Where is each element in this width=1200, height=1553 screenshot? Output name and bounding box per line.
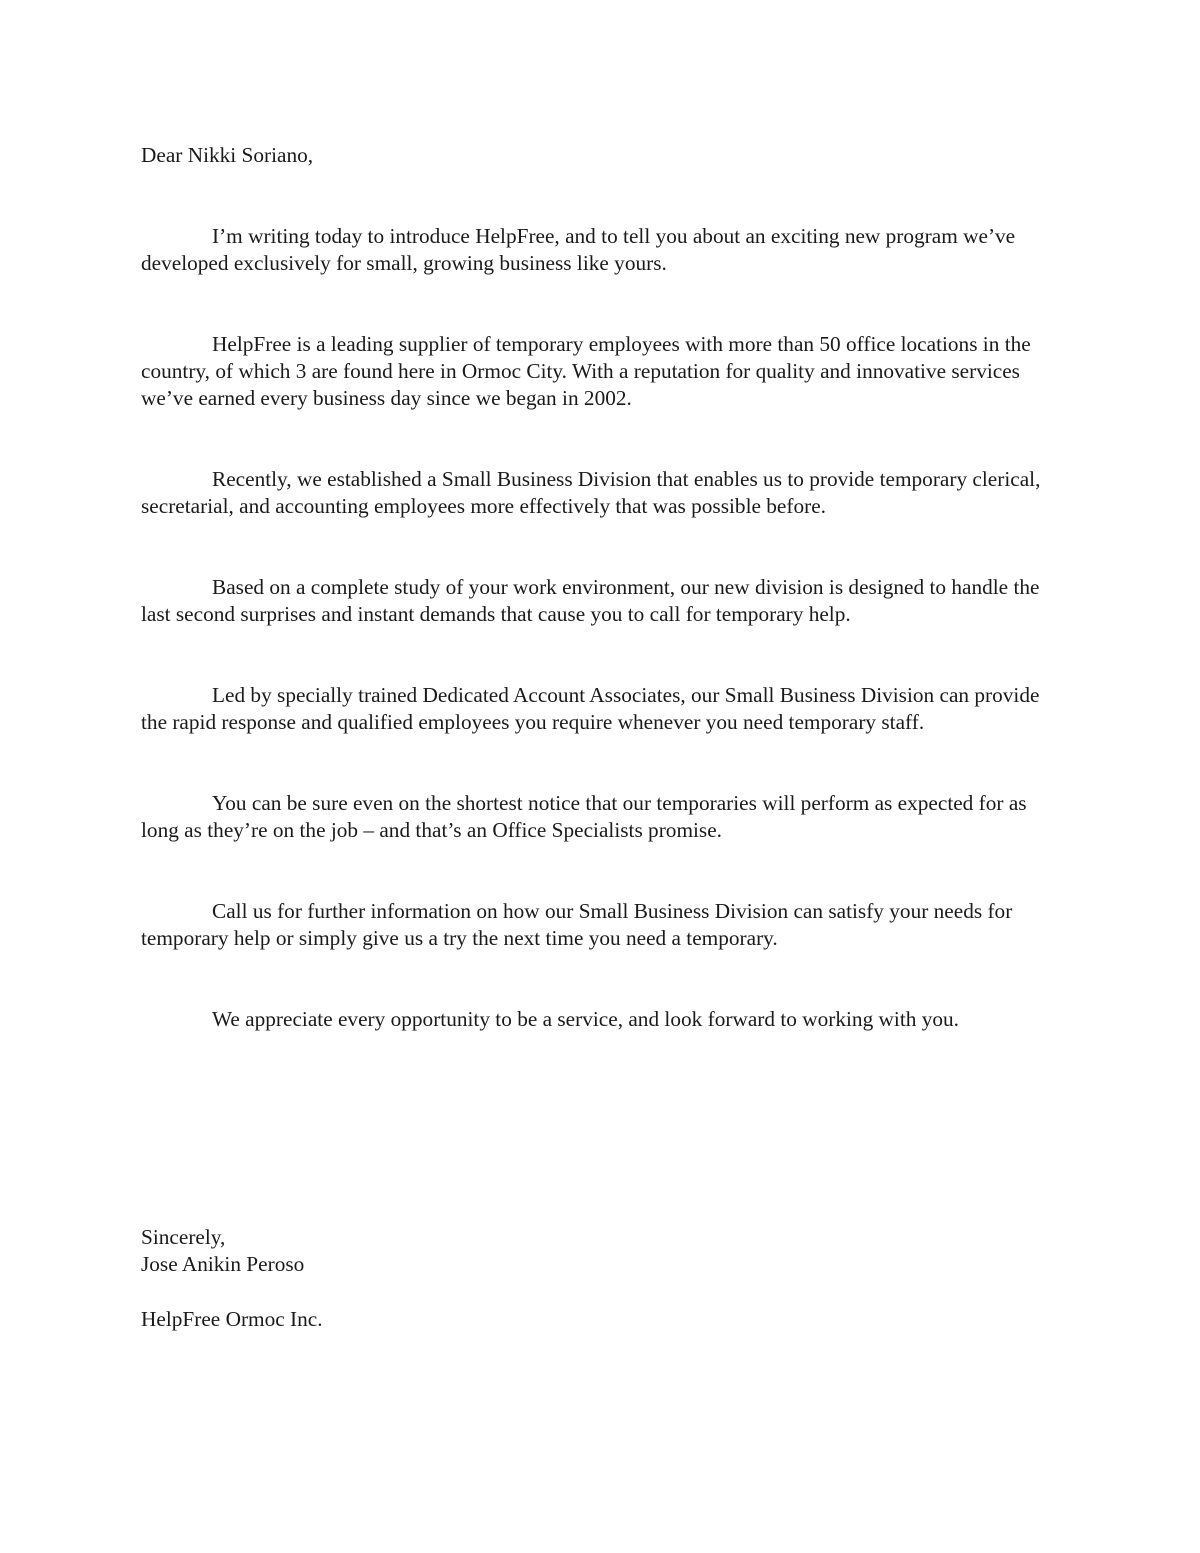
- company-name: HelpFree Ormoc Inc.: [141, 1307, 323, 1331]
- salutation: Dear Nikki Soriano,: [141, 143, 314, 167]
- paragraph-call-to-action: Call us for further information on how our Small Business Division can satisfy your needs for temporary help or simply give us a try the next time you need a temporary.: [141, 899, 1013, 950]
- paragraph-work-environment-study: Based on a complete study of your work environment, our new division is designed to handle the last second surprises and instant demands that cause you to call for temporary help.: [141, 575, 1040, 626]
- paragraph-promise: You can be sure even on the shortest notice that our temporaries will perform as expected for as long as they’re on the job – and that’s an Office Specialists promise.: [141, 791, 1027, 842]
- paragraph-appreciation: We appreciate every opportunity to be a service, and look forward to working with you.: [212, 1007, 959, 1031]
- letter-body: [141, 142, 1066, 1033]
- paragraph-account-associates: Led by specially trained Dedicated Account Associates, our Small Business Division can provide the rapid response and qualified employees you require whenever you need temporary staff.: [141, 683, 1040, 734]
- paragraph-company-overview: HelpFree is a leading supplier of temporary employees with more than 50 office locations in the country, of which 3 are found here in Ormoc City. With a reputation for quality and innovative services we’ve earned every business day since we began in 2002.: [141, 332, 1031, 410]
- closing: Sincerely,: [141, 1225, 226, 1249]
- signature-block: [141, 1224, 323, 1333]
- paragraph-introduction: I’m writing today to introduce HelpFree, and to tell you about an exciting new program we’ve developed exclusively for small, growing business like yours.: [141, 224, 1016, 275]
- paragraph-small-business-division: Recently, we established a Small Business Division that enables us to provide temporary clerical, secretarial, and accounting employees more effectively that was possible before.: [141, 467, 1041, 518]
- signer-name: Jose Anikin Peroso: [141, 1252, 305, 1276]
